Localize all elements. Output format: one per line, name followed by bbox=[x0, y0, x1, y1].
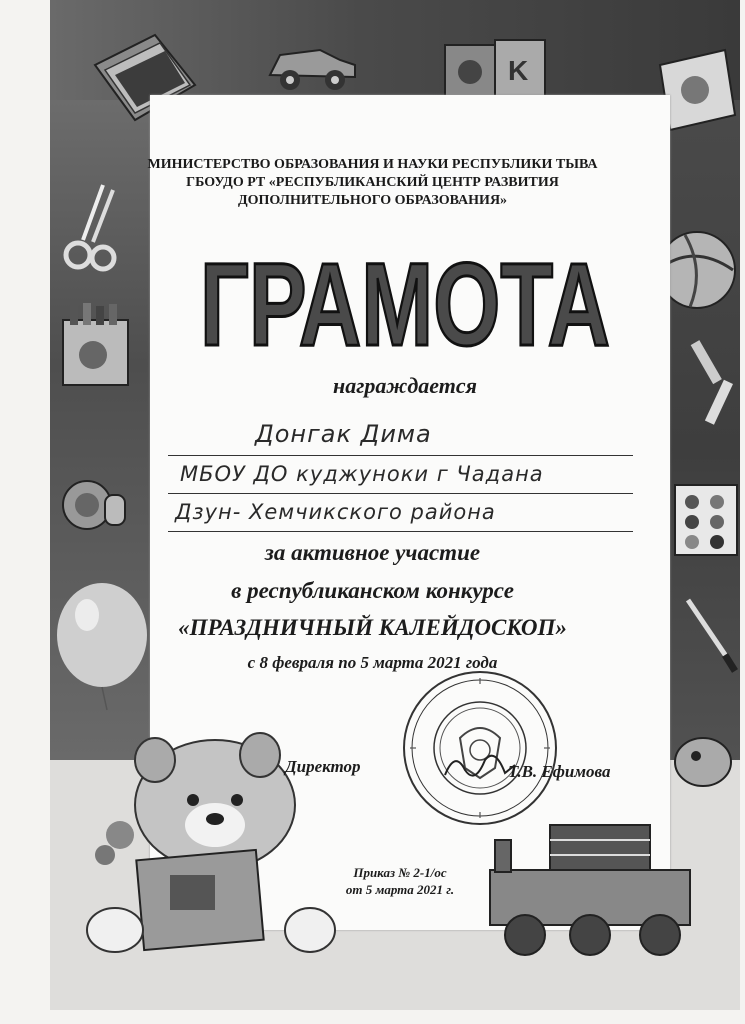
recipient-school-2: Дзун- Хемчикского района bbox=[175, 500, 496, 524]
recipient-name-line bbox=[168, 455, 633, 456]
participation-text: за активное участие bbox=[264, 540, 481, 565]
pencils-illustration bbox=[690, 335, 740, 435]
contest-dates: с 8 февраля по 5 марта 2021 года bbox=[247, 653, 498, 672]
certificate-title-graphic bbox=[195, 239, 615, 371]
contest-name: «ПРАЗДНИЧНЫЙ КАЛЕЙДОСКОП» bbox=[178, 615, 567, 640]
teddy-bear-illustration bbox=[85, 715, 335, 965]
ministry-line-2: ГБОУДО РТ «РЕСПУБЛИКАНСКИЙ ЦЕНТР РАЗВИТИЯ bbox=[186, 175, 559, 190]
recipient-school-line-1 bbox=[168, 493, 633, 494]
svg-text:K: K bbox=[508, 55, 529, 86]
director-name: Т.В. Ефимова bbox=[508, 762, 611, 781]
certificate-title-text: ГРАМОТА bbox=[200, 239, 610, 371]
order-date: от 5 марта 2021 г. bbox=[345, 882, 455, 897]
contest-intro-text: в республиканском конкурсе bbox=[231, 578, 514, 603]
awarded-label: награждается bbox=[333, 373, 477, 398]
recipient-school-line-2 bbox=[168, 531, 633, 532]
order-number: Приказ № 2-1/ос bbox=[353, 865, 447, 880]
toy-car-illustration bbox=[265, 35, 360, 95]
director-label: Директор bbox=[285, 757, 361, 776]
toy-train-illustration bbox=[470, 810, 710, 970]
ministry-line-3: ДОПОЛНИТЕЛЬНОГО ОБРАЗОВАНИЯ» bbox=[237, 193, 508, 208]
fish-toy-illustration bbox=[668, 730, 740, 795]
ministry-line-1: МИНИСТЕРСТВО ОБРАЗОВАНИЯ И НАУКИ РЕСПУБЛИКИ ТЫВА bbox=[147, 157, 598, 172]
crayon-box-illustration bbox=[55, 300, 140, 390]
recipient-school-1: МБОУ ДО куджуноки г Чадана bbox=[180, 462, 544, 486]
recipient-name: Донгак Дима bbox=[255, 420, 432, 448]
snail-toy-illustration bbox=[55, 470, 130, 535]
certificate-title bbox=[195, 239, 615, 371]
